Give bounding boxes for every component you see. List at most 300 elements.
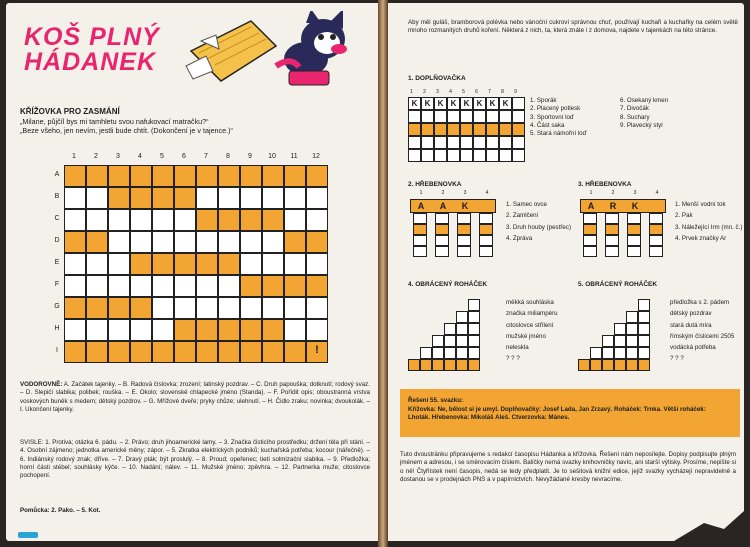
- row-letter: H: [54, 325, 60, 332]
- puzzle-1-letter: K: [463, 99, 470, 108]
- puzzle-3-clue: 4. Prvek značky Ar: [675, 234, 727, 242]
- puzzle-1-cell: [486, 149, 499, 162]
- puzzle-4-clue: měkká souhláska: [506, 299, 554, 306]
- crossword-cell: [130, 209, 152, 231]
- puzzle-1-title: 1. DOPLŇOVAČKA: [408, 75, 466, 82]
- puzzle-1-number: 1: [410, 89, 413, 95]
- puzzle-3-cell: [583, 246, 597, 257]
- crossword-cell: [130, 297, 152, 319]
- puzzle-1-cell: [447, 123, 460, 136]
- crossword-cell: [284, 297, 306, 319]
- solution-text: Křížovka: Ne, bělost si je umyl. Doplňovačky: Josef Lada, Jan Zrzavý. Roháček: Trnka. Větší roháček: Lhoták. Hřebenovka: Mikoláš Aleš. Ctverzovka: Mánes.: [408, 406, 706, 422]
- puzzle-2-cell: [435, 224, 449, 235]
- puzzle-4-cell: [456, 335, 468, 347]
- puzzle-5-clue: předložka s 2. pádem: [670, 299, 730, 306]
- puzzle-2-letter: A: [417, 201, 425, 211]
- row-letter: D: [54, 237, 60, 244]
- puzzle-3-letter: A: [587, 201, 595, 211]
- crossword-cell: [306, 187, 328, 209]
- crossword-cell: [262, 341, 284, 363]
- puzzle-1-cell: [460, 149, 473, 162]
- puzzle-4-cell: [432, 335, 444, 347]
- puzzle-2-number: 4: [485, 190, 489, 196]
- puzzle-3-letter: K: [631, 201, 639, 211]
- crossword-cell: [64, 187, 86, 209]
- crossword-cell: [196, 187, 218, 209]
- puzzle-2-letter: K: [461, 201, 469, 211]
- clues-help: Pomůcka: 2. Pako. – 5. Kot.: [20, 507, 101, 514]
- puzzle-4-cell: [456, 323, 468, 335]
- puzzle-1-cell: [486, 110, 499, 123]
- crossword-cell: [86, 275, 108, 297]
- puzzle-2-cell: [457, 224, 471, 235]
- puzzle-2-clue: 4. Zpráva: [506, 234, 533, 242]
- crossword-cell: [174, 209, 196, 231]
- puzzle-1-cell: [447, 97, 460, 110]
- crossword-cell: [306, 209, 328, 231]
- puzzle-5-cell: [638, 299, 650, 311]
- crossword-cell: [284, 209, 306, 231]
- clues-down: SVISLE: 1. Protiva; otázka 6. pádu. – 2. Právo; druh jihoamerické lamy. – 3. Značka čisticího prostředku; držení těla při stání. – 4. Osobní zájmeno; jednotka americké měny; zápor. – 5. Zkratka elektrických podniků; kuchařská potřeba; kocour (nářečně). – 6. Indiánský rodový znak; dříve. – 7. Dravý pták; být proslulý. – 8. Proud; opeřenec; tietí solmizační slabika. – 9. Předložka; horní části stébel; souhlásky kýče. – 10. Nadání; nálev. – 11. Mužské jméno; zpěvhra. – 12. Partnerka muže; citoslovce pochopení.: [20, 439, 370, 480]
- puzzle-3-clue: 2. Pak: [675, 212, 693, 220]
- puzzle-4-cell: [432, 359, 444, 371]
- crossword-cell: [152, 341, 174, 363]
- puzzle-1-clues-b: [620, 97, 710, 130]
- puzzle-1-letter: K: [437, 99, 444, 108]
- crossword-cell: [284, 231, 306, 253]
- puzzle-3-letter: R: [609, 201, 617, 211]
- intro-line-1: „Milane, půjčíl bys mi tamhletu svou nafukovací matračku?“: [20, 117, 209, 126]
- puzzle-2-cell: [413, 246, 427, 257]
- puzzle-5-cell: [614, 347, 626, 359]
- puzzle-1-cell: [447, 149, 460, 162]
- crossword-cell: [240, 341, 262, 363]
- puzzle-1-letter: K: [489, 99, 496, 108]
- puzzle-5-cell: [638, 311, 650, 323]
- solution-title: Řešení 55. svazku:: [408, 397, 464, 404]
- crossword-cell: [108, 165, 130, 187]
- puzzle-3-cell: [627, 224, 641, 235]
- puzzle-4-cell: [444, 347, 456, 359]
- puzzle-4-cell: [468, 347, 480, 359]
- puzzle-2-cell: [435, 235, 449, 246]
- puzzle-5-cell: [626, 311, 638, 323]
- puzzle-2-title: 2. HŘEBENOVKA: [408, 181, 462, 188]
- puzzle-2-cell: [479, 224, 493, 235]
- crossword-cell: [152, 165, 174, 187]
- puzzle-5-cell: [626, 359, 638, 371]
- puzzle-1-letter: K: [476, 99, 483, 108]
- crossword-cell: [174, 231, 196, 253]
- puzzle-1-number: 5: [462, 89, 465, 95]
- row-letter: B: [54, 193, 60, 200]
- title-line-1: KOŠ PLNÝ: [24, 23, 160, 51]
- crossword-cell: [86, 165, 108, 187]
- crossword-cell: [196, 165, 218, 187]
- crossword-cell: [284, 275, 306, 297]
- puzzle-3-cell: [627, 246, 641, 257]
- crossword-cell: [130, 165, 152, 187]
- puzzle-5-cell: [602, 347, 614, 359]
- puzzle-1-cell: [460, 136, 473, 149]
- puzzle-1-cell: [473, 136, 486, 149]
- crossword-cell: [240, 275, 262, 297]
- puzzle-1-clue: 7. Divočák: [620, 105, 649, 113]
- puzzle-4-cell: [444, 335, 456, 347]
- puzzle-1-cell: [408, 110, 421, 123]
- puzzle-1-clue: 6. Osekaný kmen: [620, 97, 669, 104]
- crossword-cell: [152, 253, 174, 275]
- crossword-cell: [108, 275, 130, 297]
- puzzle-1-cell: [512, 110, 525, 123]
- puzzle-4-clues: [506, 299, 578, 367]
- puzzle-1-cell: [499, 149, 512, 162]
- solution-box: [400, 389, 740, 437]
- puzzle-3-cell: [583, 213, 597, 224]
- puzzle-1-cell: [473, 123, 486, 136]
- puzzle-1-cell: [421, 149, 434, 162]
- puzzle-1-cell: [408, 149, 421, 162]
- puzzle-1-cell: [434, 123, 447, 136]
- puzzle-2-clues: [506, 201, 574, 246]
- column-number: 11: [290, 153, 298, 160]
- crossword-cell: [218, 253, 240, 275]
- puzzle-5-cell: [590, 347, 602, 359]
- puzzle-5-clue: stará dutá míra: [670, 321, 712, 329]
- crossword-cell: [218, 187, 240, 209]
- row-letter: E: [54, 259, 60, 266]
- crossword-cell: [108, 253, 130, 275]
- puzzle-1-cell: [421, 136, 434, 149]
- crossword-cell: [64, 297, 86, 319]
- clues-across-text: A. Začátek tajenky. – B. Radová číslovka; zrození; latinský pozdrav. – C. Druh papouška; dotknutí; rodový svaz. – D. Slepičí slabika; polibek; rouška. – E. Okolo; slovenské chlapecké jméno (Standa). – F. Pořídit opis; oboustranná vrstva voskových buněk s medem; dětský pozdrov. – G. Mřížové dveře; pryky chůze; ulehnutí. – H. Čidlo zraku; novinka; dvoukolák. – I. Ukončení tajenky.: [20, 381, 370, 413]
- crossword-cell: [218, 165, 240, 187]
- crossword-cell: [262, 187, 284, 209]
- crossword-cell: [86, 319, 108, 341]
- puzzle-2-clue: 2. Zamlčení: [506, 212, 539, 220]
- puzzle-1-cell: [447, 110, 460, 123]
- row-letter: G: [54, 303, 60, 310]
- crossword-cell: [240, 165, 262, 187]
- crossword-cell: [64, 165, 86, 187]
- puzzle-5-cell: [626, 323, 638, 335]
- crossword-cell: [196, 253, 218, 275]
- puzzle-3-cell: [583, 235, 597, 246]
- crossword-cell: [284, 341, 306, 363]
- crossword-cell: [130, 187, 152, 209]
- puzzle-1-cell: [434, 110, 447, 123]
- puzzle-4-cell: [468, 311, 480, 323]
- puzzle-1-letter: K: [411, 99, 418, 108]
- end-mark: !: [315, 344, 319, 356]
- puzzle-5-cell: [578, 359, 590, 371]
- puzzle-4-cell: [444, 359, 456, 371]
- puzzle-1-clue: 2. Placený potlesk: [530, 105, 581, 113]
- crossword-cell: [64, 253, 86, 275]
- puzzle-4-clue: ? ? ?: [506, 355, 520, 363]
- crossword-cell: [196, 319, 218, 341]
- puzzle-1-cell: [512, 149, 525, 162]
- crossword-cell: [130, 231, 152, 253]
- puzzle-5-cell: [614, 323, 626, 335]
- puzzle-1-cell: [447, 136, 460, 149]
- puzzle-5-cell: [626, 335, 638, 347]
- puzzle-1-cell: [486, 136, 499, 149]
- puzzle-4-clue: citoslovce střílení: [506, 321, 554, 329]
- crossword-cell: [152, 319, 174, 341]
- column-number: 5: [160, 153, 164, 160]
- crossword-cell: [306, 319, 328, 341]
- puzzle-3-title: 3. HŘEBENOVKA: [578, 181, 632, 188]
- puzzle-4-cell: [432, 347, 444, 359]
- puzzle-1-cell: [499, 97, 512, 110]
- book-spine: [378, 0, 388, 547]
- crossword-cell: [174, 341, 196, 363]
- puzzle-2-clue: 1. Samec ovce: [506, 201, 547, 208]
- clues-across-heading: VODOROVNĚ:: [20, 381, 63, 388]
- crossword-cell: [218, 275, 240, 297]
- crossword-cell: [152, 275, 174, 297]
- puzzle-1-cell: [460, 97, 473, 110]
- torn-corner: [644, 511, 744, 541]
- right-page: [388, 3, 744, 541]
- crossword-cell: [218, 209, 240, 231]
- crossword-cell: [218, 297, 240, 319]
- crossword-cell: [86, 187, 108, 209]
- puzzle-1-number: 6: [475, 89, 478, 95]
- puzzle-5-clue: ? ? ?: [670, 355, 684, 363]
- crossword-cell: [152, 187, 174, 209]
- puzzle-1-letter: K: [424, 99, 431, 108]
- puzzle-2-letter: A: [439, 201, 447, 211]
- right-intro: Aby měl guláš, bramborová polévka nebo vánoční cukroví správnou chuť, používají kuchaři a kuchařky na celém světě mnoho rozmanitých druhů koření. Některá z nich, ta, která znáte i z domova, najdete v tajenkách na této stránce.: [408, 19, 738, 35]
- puzzle-3-number: 2: [611, 190, 615, 196]
- crossword-cell: [108, 187, 130, 209]
- crossword-cell: [152, 209, 174, 231]
- crossword-cell: [218, 231, 240, 253]
- puzzle-1-cell: [486, 123, 499, 136]
- crossword-cell: [240, 209, 262, 231]
- crossword-cell: [64, 319, 86, 341]
- puzzle-1-letter: K: [502, 99, 509, 108]
- crossword-cell: [108, 231, 130, 253]
- puzzle-2-cell: [479, 246, 493, 257]
- crossword-cell: [306, 253, 328, 275]
- row-letter: F: [54, 281, 60, 288]
- puzzle-1-letter: K: [450, 99, 457, 108]
- title-line-2: HÁDANEK: [24, 48, 156, 76]
- crossword-cell: [240, 231, 262, 253]
- crossword-cell: [196, 231, 218, 253]
- puzzle-5-cell: [614, 335, 626, 347]
- puzzle-1-clue: 3. Sportovní loď: [530, 113, 574, 121]
- crossword-cell: [64, 231, 86, 253]
- puzzle-2-number: 2: [441, 190, 445, 196]
- puzzle-3-cell: [583, 224, 597, 235]
- crossword-cell: [196, 297, 218, 319]
- puzzle-4-cell: [468, 359, 480, 371]
- puzzle-1-cell: [512, 136, 525, 149]
- section-title: KŘÍŽOVKA PRO ZASMÁNÍ: [20, 107, 120, 116]
- crossword-cell: [86, 209, 108, 231]
- puzzle-1-cell: [434, 97, 447, 110]
- crossword-cell: [152, 297, 174, 319]
- puzzle-1-clues-a: [530, 97, 620, 138]
- puzzle-3-cell: [605, 224, 619, 235]
- puzzle-4-cell: [456, 347, 468, 359]
- crossword-cell: [262, 319, 284, 341]
- puzzle-2-cell: [435, 246, 449, 257]
- puzzle-1-cell: [486, 97, 499, 110]
- crossword-cell: [240, 319, 262, 341]
- crossword-cell: [108, 319, 130, 341]
- puzzle-1-cell: [421, 123, 434, 136]
- puzzle-2-cell: [457, 235, 471, 246]
- puzzle-3-clues: [675, 201, 745, 246]
- puzzle-4-cell: [456, 359, 468, 371]
- column-number: 10: [268, 153, 276, 160]
- crossword-cell: [130, 253, 152, 275]
- puzzle-5-cell: [602, 335, 614, 347]
- puzzle-3-cell: [605, 213, 619, 224]
- puzzle-2-cell: [413, 224, 427, 235]
- crossword-cell: [174, 187, 196, 209]
- crossword-cell: [306, 165, 328, 187]
- puzzle-2-number: 3: [463, 190, 467, 196]
- puzzle-4-cell: [444, 323, 456, 335]
- puzzle-1-cell: [473, 97, 486, 110]
- puzzle-1-clue: 5. Stará námořní loď: [530, 130, 587, 138]
- puzzle-1-number: 3: [436, 89, 439, 95]
- crossword-cell: [64, 341, 86, 363]
- crossword-cell: [130, 319, 152, 341]
- puzzle-4-cell: [468, 299, 480, 311]
- crossword-cell: [108, 297, 130, 319]
- puzzle-4-cell: [408, 359, 420, 371]
- puzzle-5-cell: [614, 359, 626, 371]
- puzzle-4-cell: [420, 359, 432, 371]
- crossword-cell: [306, 275, 328, 297]
- puzzle-5-cell: [638, 323, 650, 335]
- puzzle-1-cell: [460, 110, 473, 123]
- column-number: 7: [204, 153, 208, 160]
- crossword-cell: [174, 165, 196, 187]
- puzzle-3-cell: [605, 246, 619, 257]
- puzzle-2-cell: [479, 213, 493, 224]
- puzzle-5-cell: [626, 347, 638, 359]
- puzzle-5-cell: [590, 359, 602, 371]
- puzzle-3-number: 1: [589, 190, 593, 196]
- puzzle-4-title: 4. OBRÁCENÝ ROHÁČEK: [408, 281, 488, 288]
- puzzle-3-clue: 1. Menší vodní tok: [675, 201, 726, 208]
- clues-across: [20, 381, 370, 414]
- column-number: 9: [248, 153, 252, 160]
- crossword-cell: [174, 319, 196, 341]
- puzzle-1-clue: 9. Plavecký styl: [620, 121, 663, 129]
- puzzle-1-cell: [460, 123, 473, 136]
- column-number: 2: [94, 153, 98, 160]
- column-number: 4: [138, 153, 142, 160]
- crossword-cell: [284, 319, 306, 341]
- puzzle-1-cell: [408, 136, 421, 149]
- puzzle-2-clue: 3. Druh houby (pestřec): [506, 223, 571, 231]
- crossword-cell: [284, 253, 306, 275]
- puzzle-1-clue: 1. Sporák: [530, 97, 557, 104]
- puzzle-1-number: 9: [514, 89, 517, 95]
- puzzle-2-number: 1: [419, 190, 423, 196]
- puzzle-4-clue: neleskla: [506, 344, 529, 352]
- column-number: 3: [116, 153, 120, 160]
- column-number: 8: [226, 153, 230, 160]
- puzzle-1-cell: [421, 97, 434, 110]
- column-number: 12: [312, 153, 320, 160]
- crossword-cell: [284, 165, 306, 187]
- puzzle-3-cell: [649, 224, 663, 235]
- crossword-cell: [174, 275, 196, 297]
- crossword-cell: [240, 187, 262, 209]
- puzzle-3-cell: [627, 213, 641, 224]
- puzzle-1-cell: [473, 110, 486, 123]
- crossword-cell: [196, 341, 218, 363]
- puzzle-1-cell: [499, 123, 512, 136]
- crossword-cell: [306, 231, 328, 253]
- cat-mascot-illustration: [181, 11, 371, 91]
- crossword-cell: [86, 231, 108, 253]
- crossword-cell: [174, 297, 196, 319]
- puzzle-1-cell: [512, 123, 525, 136]
- crossword-cell: [218, 341, 240, 363]
- puzzle-3-cell: [627, 235, 641, 246]
- footer-note: Tuto dvoustránku připravujeme s redakcí časopisu Hádanka a křížovka. Řešení nám neposílejte. Dopisy podpisujte plným jménem a adresou, i se směrovacím číslem. Balíčky nemá svazky knihovničky navíc, ani starší výtisky. Prosíme, nepište si o ně! Čtyřlístek není časopis, nedá se tedy předplatit. Je to sešitová knižní edice, jejíž svazky vycházejí nepravidelně a dostanou se v prodejnách PNS a v papírnictvích. Nevyžádané kresby nevracíme.: [400, 451, 736, 483]
- row-letter: I: [56, 347, 58, 354]
- puzzle-3-cell: [649, 235, 663, 246]
- puzzle-4-clue: mužské jméno: [506, 332, 546, 340]
- crossword-cell: [196, 275, 218, 297]
- puzzle-2-cell: [413, 235, 427, 246]
- left-page: [6, 3, 378, 541]
- crossword-cell: [86, 341, 108, 363]
- puzzle-1-number: 2: [423, 89, 426, 95]
- crossword-cell: [174, 253, 196, 275]
- puzzle-4-cell: [468, 335, 480, 347]
- crossword-cell: [130, 341, 152, 363]
- puzzle-1-cell: [499, 136, 512, 149]
- puzzle-1-number: 8: [501, 89, 504, 95]
- crossword-cell: [262, 165, 284, 187]
- crossword-cell: [262, 231, 284, 253]
- puzzle-1-number: 7: [488, 89, 491, 95]
- puzzle-1-cell: [512, 97, 525, 110]
- column-number: 6: [182, 153, 186, 160]
- column-number: 1: [72, 153, 76, 160]
- crossword-cell: [196, 209, 218, 231]
- crossword-cell: [86, 253, 108, 275]
- puzzle-2-cell: [457, 213, 471, 224]
- puzzle-2-cell: [435, 213, 449, 224]
- crossword-cell: [64, 209, 86, 231]
- crossword-cell: [262, 209, 284, 231]
- puzzle-1-number: 4: [449, 89, 452, 95]
- puzzle-1-clue: 4. Část saka: [530, 121, 565, 129]
- crossword-cell: [240, 253, 262, 275]
- crossword-cell: [64, 275, 86, 297]
- page-number-tab: [18, 532, 38, 538]
- puzzle-1-cell: [408, 123, 421, 136]
- crossword-cell: [152, 231, 174, 253]
- puzzle-3-cell: [649, 213, 663, 224]
- crossword-cell: [306, 341, 328, 363]
- crossword-cell: [218, 319, 240, 341]
